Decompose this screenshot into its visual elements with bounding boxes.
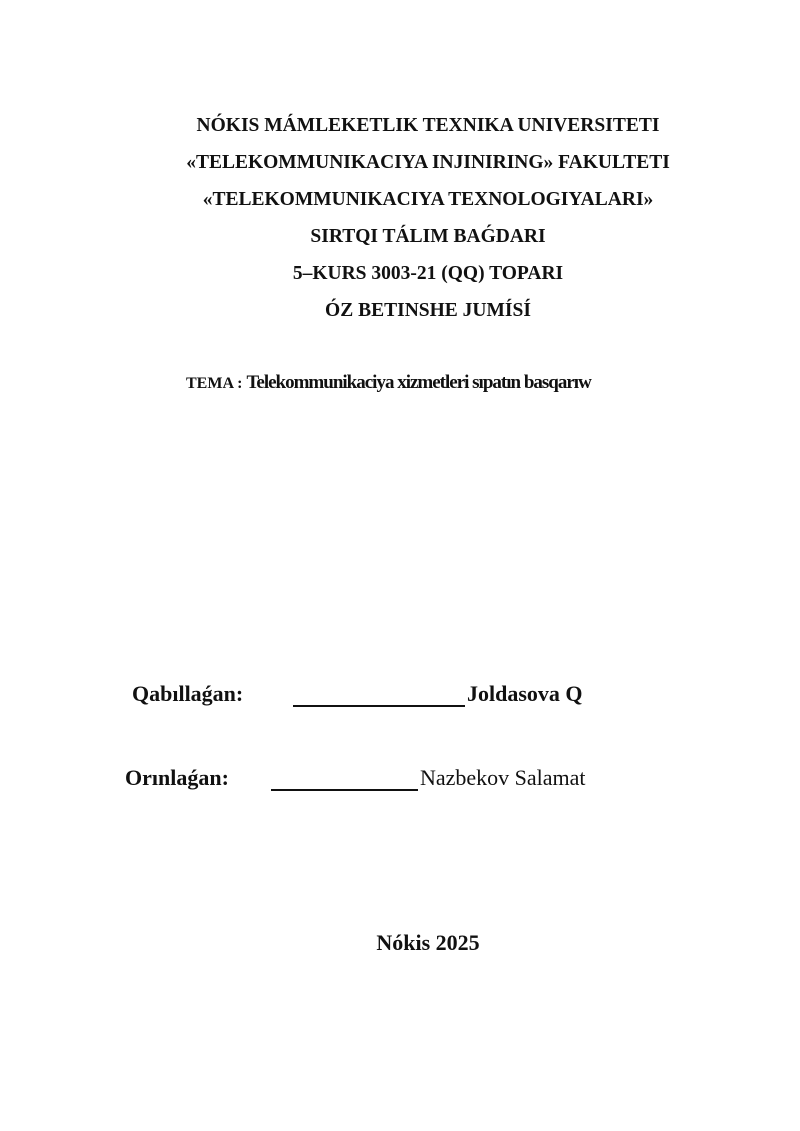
department-name: «TELEKOMMUNIKACIYA TEXNOLOGIYALARI» (202, 189, 654, 210)
performed-signature-row (0, 765, 800, 795)
city-year: Nókis 2025 (376, 930, 480, 955)
performed-signature-line (271, 789, 418, 791)
accepted-signature-row (0, 681, 800, 711)
topic-line (186, 372, 591, 394)
accepted-signature-line (293, 705, 465, 707)
work-type: ÓZ BETINSHE JUMÍSÍ (325, 300, 531, 321)
performed-label: Orınlaǵan: (125, 765, 229, 790)
study-direction: SIRTQI TÁLIM BAǴDARI (310, 226, 546, 247)
course-group: 5–KURS 3003-21 (QQ) TOPARI (292, 263, 564, 284)
accepted-name: Joldasova Q (467, 681, 583, 706)
faculty-name: «TELEKOMMUNIKACIYA INJINIRING» FAKULTETI (186, 152, 670, 173)
university-name: NÓKIS MÁMLEKETLIK TEXNIKA UNIVERSITETI (196, 115, 660, 136)
topic-title: Telekommunikaciya xizmetleri sıpatın basqarıw (246, 372, 591, 393)
topic-label: TEMA : (186, 375, 243, 392)
performed-name: Nazbekov Salamat (420, 765, 586, 790)
accepted-label: Qabıllaǵan: (132, 681, 244, 706)
